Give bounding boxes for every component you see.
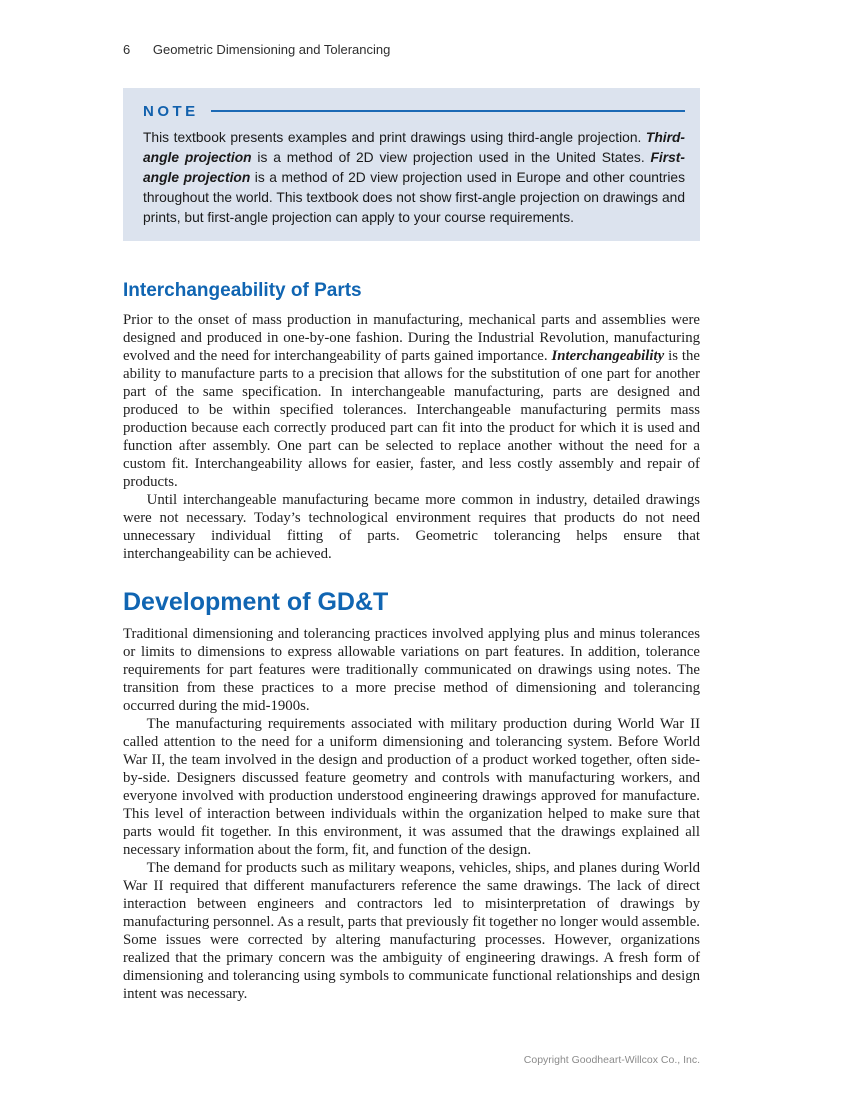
- note-box: [123, 88, 700, 241]
- paragraph: The manufacturing requirements associated with military production during World War II called attention to the need for a uniform dimensioning and tolerancing system. Before World War II, the team involved in the design and production of a product worked together, often side-by-side. Designers discussed feature geometry and controls with manufacturing workers, and everyone involved with production understood engineering drawings approved for manufacture. This level of interaction between individuals within the organization helped to make sure that parts would fit together. In this environment, it was assumed that the drawings explained all necessary information about the form, fit, and function of the design.: [123, 716, 700, 858]
- paragraph: Prior to the onset of mass production in manufacturing, mechanical parts and assemblies were designed and produced in one-by-one fashion. During the Industrial Revolution, manufacturing evolved and the need for interchangeability of parts gained importance. Interchangeability is the ability to manufacture parts to a precision that allows for the substitution of one part for another part of the same specification. In interchangeable manufacturing, parts are designed and produced to be within specified tolerances. Interchangeable manufacturing permits mass production because each correctly produced part can fit into the product for which it is used and function after assembly. One part can be selected to replace another without the need for a custom fit. Interchangeability allows for easier, faster, and less costly assembly and repair of products.: [123, 312, 700, 490]
- note-label: NOTE: [143, 102, 199, 120]
- page-number: 6: [123, 42, 131, 57]
- section-heading: Interchangeability of Parts: [123, 280, 362, 301]
- note-heading-row: [143, 101, 685, 121]
- running-head-title: Geometric Dimensioning and Tolerancing: [152, 42, 391, 57]
- paragraph: Traditional dimensioning and tolerancing practices involved applying plus and minus tolerances or limits to dimensions to express allowable variations on part features. In addition, tolerance requirements for part features were traditionally communicated on drawings using notes. The transition from these practices to a more precise method of dimensioning and tolerancing occurred during the mid-1900s.: [123, 626, 700, 714]
- page-header: [123, 42, 700, 57]
- paragraph: The demand for products such as military weapons, vehicles, ships, and planes during World War II required that different manufacturers reference the same drawings. The lack of direct interaction between engineers and contractors led to misinterpretation of drawings by manufacturing personnel. As a result, parts that previously fit together no longer would assemble. Some issues were corrected by altering manufacturing processes. However, organizations realized that the primary concern was the ambiguity of engineering drawings. A fresh form of dimensioning and tolerancing using symbols to communicate functional relationships and design intent was necessary.: [123, 860, 700, 1002]
- note-rule-line: [211, 110, 685, 112]
- major-section-heading: Development of GD&T: [123, 588, 389, 616]
- copyright-text: Copyright Goodheart-Willcox Co., Inc.: [523, 1054, 700, 1066]
- section-interchangeability-of-parts: [123, 280, 700, 563]
- paragraph: Until interchangeable manufacturing became more common in industry, detailed drawings were not necessary. Today’s technological environment requires that products do not need unnecessary individual fitting of parts. Geometric tolerancing helps ensure that interchangeability can be achieved.: [123, 492, 700, 562]
- note-body-text: This textbook presents examples and print drawings using third-angle projection. Third-angle projection is a method of 2D view projection used in the United States. First-angle projection is a method of 2D view projection used in Europe and other countries throughout the world. This textbook does not show first-angle projection on drawings and prints, but first-angle projection can apply to your course requirements.: [143, 130, 685, 225]
- page-footer: [123, 1054, 700, 1066]
- section-development-of-gdt: [123, 585, 700, 1003]
